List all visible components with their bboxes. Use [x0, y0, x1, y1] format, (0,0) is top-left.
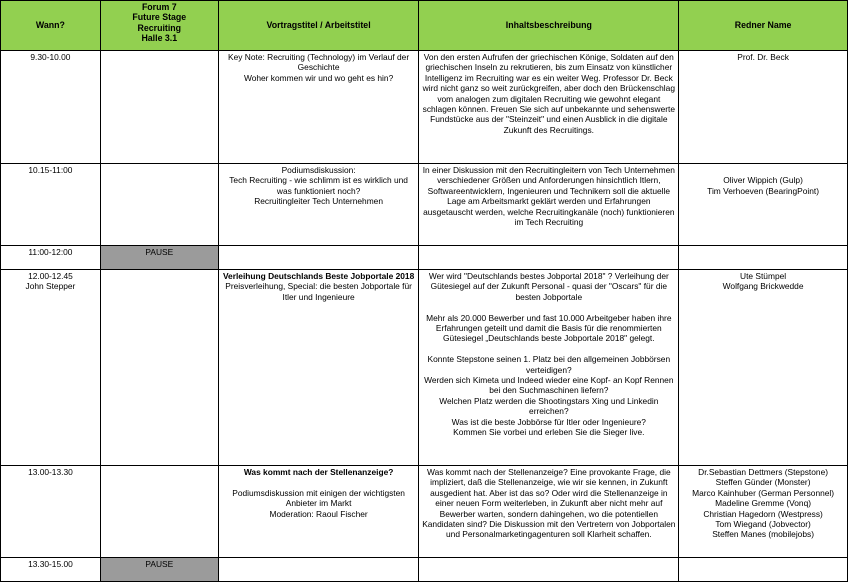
content-cell: Von den ersten Aufrufen der griechischen Könige, Soldaten auf den griechischen Inseln zu rekrutieren, bis zum Einsatz von künstlicher Intelligenz im Recruiting war es ein weiter Weg. Professor Dr. Beck wird nicht ganz so weit zurückgreifen, aber doch den Brückenschlag vom analogen zum digitalen Recruiting wie gewohnt elegant schlagen können. Freuen Sie sich auf unbekannte und sehenswerte Fundstücke aus der "Steinzeit" und einen Ausblick in die digitale Zukunft des Recruitings.: [419, 51, 679, 164]
pause-cell: PAUSE: [100, 246, 218, 270]
table-row: [1, 246, 848, 270]
title-cell: Verleihung Deutschlands Beste Jobportale 2018 Preisverleihung, Special: die besten Jobportale für Itler und Ingenieure: [218, 270, 419, 466]
time-cell: 10.15-11:00: [1, 164, 101, 246]
pause-cell: PAUSE: [100, 558, 218, 582]
title-cell: Key Note: Recruiting (Technology) im Verlauf der Geschichte Woher kommen wir und wo geht es hin?: [218, 51, 419, 164]
title-cell: [218, 558, 419, 582]
content-cell: [419, 558, 679, 582]
title-bold: Verleihung Deutschlands Beste Jobportale 2018: [222, 271, 415, 281]
title-cell: [218, 246, 419, 270]
table-row: [1, 51, 848, 164]
table-row: [1, 558, 848, 582]
forum-cell: [100, 466, 218, 558]
speaker-cell: Dr.Sebastian Dettmers (Stepstone) Steffen Günder (Monster) Marco Kainhuber (German Personnel) Madeline Gremme (Vonq) Christian Hagedorn (Westpress) Tom Wiegand (Jobvector) Steffen Manes (mobilejobs): [679, 466, 848, 558]
time-cell: 12.00-12.45 John Stepper: [1, 270, 101, 466]
table-row: [1, 466, 848, 558]
content-cell: In einer Diskussion mit den Recruitingleitern von Tech Unternehmen verschiedener Größen und Anforderungen hinsichtlich Itlern, Softwareentwicklern, Ingenieuren und Technikern soll die aktuelle Lage am Arbeitsmarkt geklärt werden und Erfahrungen ausgetauscht werden, welche Recruitingkanäle (noch) funktionieren im Tech Recruiting: [419, 164, 679, 246]
title-cell: Was kommt nach der Stellenanzeige? Podiumsdiskussion mit einigen der wichtigsten Anbieter im Markt Moderation: Raoul Fischer: [218, 466, 419, 558]
time-cell: 9.30-10.00: [1, 51, 101, 164]
forum-cell: [100, 270, 218, 466]
header-speaker: Redner Name: [679, 1, 848, 51]
table-row: [1, 164, 848, 246]
time-cell: 13.30-15.00: [1, 558, 101, 582]
content-cell: Was kommt nach der Stellenanzeige? Eine provokante Frage, die impliziert, daß die Stellenanzeige, wie wir sie kennen, in Zukunft ausgedient hat. Aber ist das so? Oder wird die Stellenanzeige in einer neuen Form weiterleben, in Zukunft aber nicht mehr auf Bewerber warten, sondern dahingehen, wo die potentiellen Kandidaten sind? Die Diskussion mit den Vertretern von Jobportalen und Personalmarketingagenturen soll Klarheit schaffen.: [419, 466, 679, 558]
speaker-cell: Ute Stümpel Wolfgang Brickwedde: [679, 270, 848, 466]
header-when: Wann?: [1, 1, 101, 51]
header-content: Inhaltsbeschreibung: [419, 1, 679, 51]
title-cell: Podiumsdiskussion: Tech Recruiting - wie schlimm ist es wirklich und was funktioniert noch? Recruitingleiter Tech Unternehmen: [218, 164, 419, 246]
speaker-cell: Prof. Dr. Beck: [679, 51, 848, 164]
table-row: [1, 270, 848, 466]
header-row: [1, 1, 848, 51]
time-cell: 11:00-12:00: [1, 246, 101, 270]
header-title: Vortragstitel / Arbeitstitel: [218, 1, 419, 51]
speaker-cell: Oliver Wippich (Gulp) Tim Verhoeven (BearingPoint): [679, 164, 848, 246]
forum-cell: [100, 51, 218, 164]
forum-cell: [100, 164, 218, 246]
content-cell: Wer wird "Deutschlands bestes Jobportal 2018" ? Verleihung der Gütesiegel auf der Zukunft Personal - quasi der "Oscars" für die besten Jobportale Mehr als 20.000 Bewerber und fast 10.000 Arbeitgeber haben ihre Erfahrungen geteilt und damit die Basis für die renommierten Gütesiegel „Deutschlands beste Jobportale 2018" gelegt. Konnte Stepstone seinen 1. Platz bei den allgemeinen Jobbörsen verteidigen? Werden sich Kimeta und Indeed wieder eine Kopf- an Kopf Rennen bei den Suchmaschinen liefern? Welchen Platz werden die Shootingstars Xing und Linkedin erreichen? Was ist die beste Jobbörse für Itler oder Ingenieure? Kommen Sie vorbei und erleben Sie die Sieger live.: [419, 270, 679, 466]
title-bold: Was kommt nach der Stellenanzeige?: [243, 467, 394, 477]
content-cell: [419, 246, 679, 270]
time-cell: 13.00-13.30: [1, 466, 101, 558]
speaker-cell: [679, 558, 848, 582]
speaker-cell: [679, 246, 848, 270]
header-forum: Forum 7 Future Stage Recruiting Halle 3.1: [100, 1, 218, 51]
